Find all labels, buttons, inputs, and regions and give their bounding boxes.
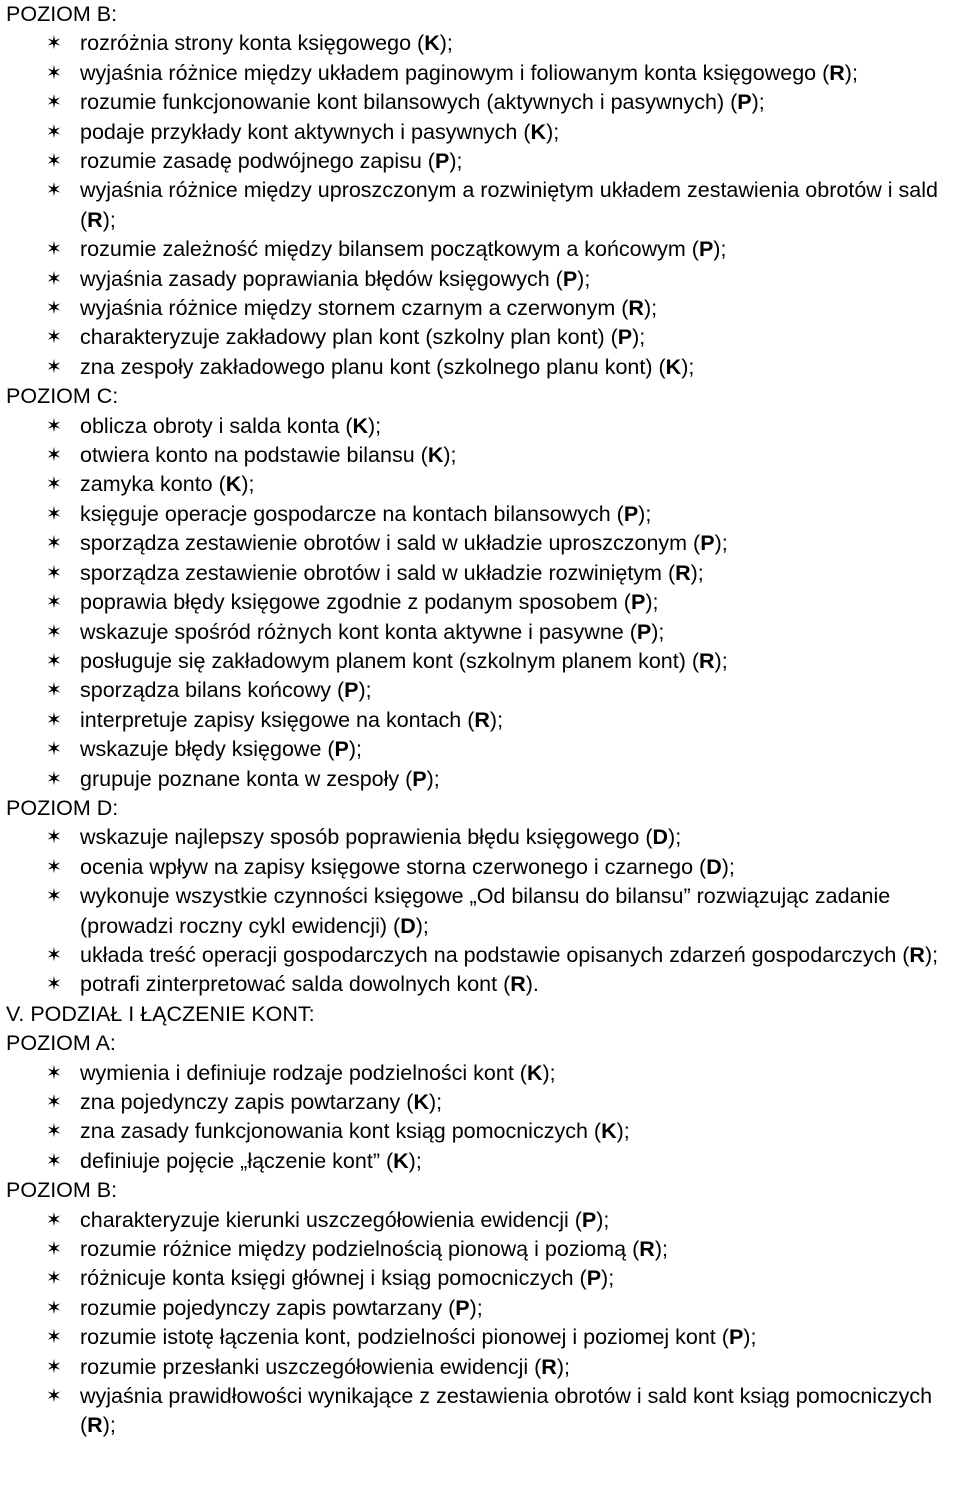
item-terminator: ); <box>546 119 560 144</box>
asterisk-bullet-icon: ✶ <box>46 1150 62 1172</box>
item-terminator: ); <box>542 1060 556 1085</box>
item-terminator: ); <box>714 648 728 673</box>
item-terminator: ); <box>489 707 504 732</box>
asterisk-bullet-icon: ✶ <box>46 709 62 731</box>
list-item <box>6 706 960 735</box>
item-description: wyjaśnia różnice między stornem czarnym a czerwonym <box>80 296 616 321</box>
item-description: podaje przykłady kont aktywnych i pasywnych <box>80 119 518 144</box>
list-item-text: otwiera konto na podstawie bilansu (K); <box>80 443 457 468</box>
list-item <box>6 882 960 941</box>
item-description: wyjaśnia zasady poprawiania błędów księgowych <box>80 266 550 291</box>
item-description: oblicza obroty i salda konta <box>80 413 340 438</box>
list-item-text: rozumie pojedynczy zapis powtarzany (P); <box>80 1295 483 1320</box>
item-description: rozumie istotę łączenia kont, podzielności pionowej i poziomej kont <box>80 1325 716 1350</box>
list-item <box>6 1353 960 1382</box>
asterisk-bullet-icon: ✶ <box>46 268 62 290</box>
list-item <box>6 235 960 264</box>
asterisk-bullet-icon: ✶ <box>46 974 62 996</box>
list-item-text: charakteryzuje kierunki uszczegółowienia ewidencji (P); <box>80 1207 610 1232</box>
level-code: P <box>334 737 349 762</box>
list-item <box>6 941 960 970</box>
list-item <box>6 88 960 117</box>
list-item <box>6 1235 960 1264</box>
asterisk-bullet-icon: ✶ <box>46 298 62 320</box>
item-terminator: ); <box>102 207 116 232</box>
item-terminator: ); <box>714 531 728 556</box>
list-item <box>6 1059 960 1088</box>
list-item <box>6 735 960 764</box>
list-item <box>6 470 960 499</box>
level-heading: POZIOM D: <box>6 795 119 820</box>
item-terminator: ); <box>924 942 939 967</box>
list-item-text: grupuje poznane konta w zespoły (P); <box>80 766 440 791</box>
item-description: wyjaśnia różnice między uproszczonym a rozwiniętym układem zestawienia obrotów i sald <box>80 178 938 203</box>
list-item-text: sporządza zestawienie obrotów i sald w układzie rozwiniętym (R); <box>80 560 704 585</box>
list-item <box>6 1088 960 1117</box>
list-item-text: rozumie różnice między podzielnością pionową i poziomą (R); <box>80 1236 668 1261</box>
item-terminator: ); <box>408 1148 422 1173</box>
item-terminator: ); <box>428 1089 443 1114</box>
asterisk-bullet-icon: ✶ <box>46 1121 62 1143</box>
asterisk-bullet-icon: ✶ <box>46 592 62 614</box>
item-description: ocenia wpływ na zapisy księgowe storna czerwonego i czarnego <box>80 854 694 879</box>
list-item <box>6 823 960 852</box>
level-heading: POZIOM B: <box>6 1178 118 1203</box>
item-terminator: ); <box>616 1119 630 1144</box>
item-terminator: ); <box>556 1354 570 1379</box>
item-terminator: ); <box>449 149 463 174</box>
item-description: rozumie zależność między bilansem początkowym a końcowym <box>80 237 686 262</box>
list-item-text: sporządza zestawienie obrotów i sald w układzie uproszczonym (P); <box>80 531 728 556</box>
list-item <box>6 559 960 588</box>
level-code: R <box>675 560 691 585</box>
list-item-text: sporządza bilans końcowy (P); <box>80 678 372 703</box>
list-item-text: rozumie zależność między bilansem początkowym a końcowym (P); <box>80 237 727 262</box>
asterisk-bullet-icon: ✶ <box>46 827 62 849</box>
list-item-text: księguje operacje gospodarcze na kontach bilansowych (P); <box>80 501 652 526</box>
level-code: K <box>665 354 682 379</box>
level-code: P <box>636 619 652 644</box>
item-description: wyjaśnia różnice między układem paginowym i foliowanym konta księgowego <box>80 60 817 85</box>
item-terminator: ); <box>577 266 591 291</box>
list-item <box>6 59 960 88</box>
asterisk-bullet-icon: ✶ <box>46 503 62 525</box>
item-terminator: ); <box>632 325 646 350</box>
level-code: P <box>630 590 646 615</box>
item-description: wymienia i definiuje rodzaje podzielności kont <box>80 1060 514 1085</box>
item-description: rozumie zasadę podwójnego zapisu <box>80 149 422 174</box>
item-terminator: ); <box>645 590 659 615</box>
level-code: P <box>617 325 633 350</box>
level-code: R <box>87 1413 103 1438</box>
asterisk-bullet-icon: ✶ <box>46 562 62 584</box>
item-terminator: ); <box>651 619 665 644</box>
level-code: P <box>412 766 427 791</box>
item-description: różnicuje konta księgi głównej i ksiąg pomocniczych <box>80 1266 574 1291</box>
list-item <box>6 176 960 235</box>
list-item-text: różnicuje konta księgi głównej i ksiąg pomocniczych (P); <box>80 1266 615 1291</box>
asterisk-bullet-icon: ✶ <box>46 239 62 261</box>
item-terminator: ); <box>415 913 429 938</box>
list-item <box>6 441 960 470</box>
level-code: P <box>698 237 714 262</box>
list-item <box>6 323 960 352</box>
level-code: K <box>393 1148 409 1173</box>
item-terminator: ); <box>426 766 440 791</box>
list-item-text: zna zespoły zakładowego planu kont (szkolnego planu kont) (K); <box>80 354 695 379</box>
item-description: otwiera konto na podstawie bilansu <box>80 443 415 468</box>
item-description: zna pojedynczy zapis powtarzany <box>80 1089 401 1114</box>
level-code: D <box>400 913 416 938</box>
item-description: zna zespoły zakładowego planu kont (szkolnego planu kont) <box>80 354 653 379</box>
item-description: wskazuje błędy księgowe <box>80 737 322 762</box>
list-item-text: interpretuje zapisy księgowe na kontach (R); <box>80 707 504 732</box>
list-item-text: wymienia i definiuje rodzaje podzielności kont (K); <box>80 1060 556 1085</box>
item-description: interpretuje zapisy księgowe na kontach <box>80 707 462 732</box>
list-item-text: wyjaśnia różnice między układem paginowym i foliowanym konta księgowego (R); <box>80 60 858 85</box>
level-code: D <box>652 825 669 850</box>
level-code: D <box>706 854 722 879</box>
list-item-text: rozumie zasadę podwójnego zapisu (P); <box>80 149 463 174</box>
asterisk-bullet-icon: ✶ <box>46 1297 62 1319</box>
asterisk-bullet-icon: ✶ <box>46 768 62 790</box>
item-description: rozumie różnice między podzielnością pionową i poziomą <box>80 1236 627 1261</box>
item-description: grupuje poznane konta w zespoły <box>80 766 400 791</box>
list-item <box>6 647 960 676</box>
asterisk-bullet-icon: ✶ <box>46 327 62 349</box>
level-code: P <box>586 1266 602 1291</box>
list-item-text: wskazuje spośród różnych kont konta aktywne i pasywne (P); <box>80 619 665 644</box>
item-description: układa treść operacji gospodarczych na podstawie opisanych zdarzeń gospodarczych <box>80 942 897 967</box>
level-code: P <box>728 1325 744 1350</box>
list-item-text: wskazuje najlepszy sposób poprawienia błędu księgowego (D); <box>80 825 682 850</box>
list-item <box>6 265 960 294</box>
item-terminator: ); <box>743 1325 757 1350</box>
list-item-text: zna pojedynczy zapis powtarzany (K); <box>80 1089 443 1114</box>
item-terminator: ); <box>596 1207 610 1232</box>
level-code: K <box>601 1119 617 1144</box>
item-terminator: ); <box>690 560 704 585</box>
asterisk-bullet-icon: ✶ <box>46 121 62 143</box>
list-item <box>6 676 960 705</box>
item-terminator: ); <box>368 413 382 438</box>
item-description: posługuje się zakładowym planem kont (szkolnym planem kont) <box>80 648 686 673</box>
list-item <box>6 1147 960 1176</box>
level-code: R <box>510 972 526 997</box>
item-terminator: ). <box>525 972 539 997</box>
asterisk-bullet-icon: ✶ <box>46 356 62 378</box>
level-code: R <box>87 207 103 232</box>
list-item-text: układa treść operacji gospodarczych na podstawie opisanych zdarzeń gospodarczych (R); <box>80 942 939 967</box>
level-code: P <box>434 149 450 174</box>
level-code: P <box>581 1207 597 1232</box>
level-code: P <box>700 531 715 556</box>
level-code: P <box>737 90 752 115</box>
list-item <box>6 294 960 323</box>
section-heading: V. PODZIAŁ I ŁĄCZENIE KONT: <box>6 1001 315 1026</box>
list-item-text: zna zasady funkcjonowania kont ksiąg pomocniczych (K); <box>80 1119 630 1144</box>
asterisk-bullet-icon: ✶ <box>46 1209 62 1231</box>
asterisk-bullet-icon: ✶ <box>46 1091 62 1113</box>
asterisk-bullet-icon: ✶ <box>46 1386 62 1407</box>
item-terminator: ); <box>721 854 735 879</box>
asterisk-bullet-icon: ✶ <box>46 856 62 878</box>
list-item <box>6 529 960 558</box>
level-code: R <box>628 296 644 321</box>
list-item-text: charakteryzuje zakładowy plan kont (szkolny plan kont) (P); <box>80 325 646 350</box>
item-terminator: ); <box>638 501 652 526</box>
item-terminator: ); <box>844 60 858 85</box>
item-terminator: ); <box>443 443 457 468</box>
list-item <box>6 353 960 382</box>
asterisk-bullet-icon: ✶ <box>46 92 62 114</box>
list-item-text: wyjaśnia różnice między uproszczonym a rozwiniętym układem zestawienia obrotów i sald (R); <box>80 178 938 232</box>
item-description: charakteryzuje zakładowy plan kont (szkolny plan kont) <box>80 325 605 350</box>
level-code: R <box>909 942 925 967</box>
list-item-text: wskazuje błędy księgowe (P); <box>80 737 363 762</box>
level-code: R <box>541 1354 557 1379</box>
level-heading: POZIOM B: <box>6 2 118 26</box>
level-code: K <box>526 1060 543 1085</box>
item-description: wskazuje najlepszy sposób poprawienia błędu księgowego <box>80 825 640 850</box>
list-item <box>6 500 960 529</box>
asterisk-bullet-icon: ✶ <box>46 62 62 84</box>
asterisk-bullet-icon: ✶ <box>46 739 62 761</box>
item-terminator: ); <box>102 1413 116 1438</box>
asterisk-bullet-icon: ✶ <box>46 1356 62 1378</box>
list-item <box>6 412 960 441</box>
item-description: poprawia błędy księgowe zgodnie z podanym sposobem <box>80 590 618 615</box>
asterisk-bullet-icon: ✶ <box>46 1238 62 1260</box>
list-item <box>6 1294 960 1323</box>
list-item-text: potrafi zinterpretować salda dowolnych kont (R). <box>80 972 539 997</box>
item-terminator: ); <box>601 1266 615 1291</box>
list-item-text: ocenia wpływ na zapisy księgowe storna czerwonego i czarnego (D); <box>80 854 735 879</box>
list-item-text: wyjaśnia różnice między stornem czarnym a czerwonym (R); <box>80 296 658 321</box>
item-description: wyjaśnia prawidłowości wynikające z zestawienia obrotów i sald kont ksiąg pomocniczych <box>80 1384 933 1408</box>
list-item <box>6 147 960 176</box>
item-description: księguje operacje gospodarcze na kontach bilansowych <box>80 501 611 526</box>
item-description: rozumie przesłanki uszczegółowienia ewidencji <box>80 1354 529 1379</box>
asterisk-bullet-icon: ✶ <box>46 180 62 202</box>
level-code: P <box>623 501 639 526</box>
item-description: sporządza bilans końcowy <box>80 678 331 703</box>
item-terminator: ); <box>643 296 658 321</box>
asterisk-bullet-icon: ✶ <box>46 944 62 966</box>
list-item-text: poprawia błędy księgowe zgodnie z podanym sposobem (P); <box>80 590 659 615</box>
list-item <box>6 765 960 794</box>
list-item <box>6 118 960 147</box>
item-description: wykonuje wszystkie czynności księgowe „Od bilansu do bilansu” rozwiązując zadanie (prowadzi roczny cykl ewidencji) <box>80 884 891 938</box>
list-item <box>6 588 960 617</box>
item-description: rozumie pojedynczy zapis powtarzany <box>80 1295 443 1320</box>
item-description: wskazuje spośród różnych kont konta aktywne i pasywne <box>80 619 624 644</box>
list-item-text: wyjaśnia prawidłowości wynikające z zestawienia obrotów i sald kont ksiąg pomocniczych (R); <box>80 1384 933 1438</box>
list-item-text: rozumie funkcjonowanie kont bilansowych (aktywnych i pasywnych) (P); <box>80 90 765 115</box>
item-description: rozróżnia strony konta księgowego <box>80 31 412 56</box>
level-code: R <box>829 60 845 85</box>
list-item-text: rozumie przesłanki uszczegółowienia ewidencji (R); <box>80 1354 570 1379</box>
item-terminator: ); <box>358 678 372 703</box>
level-code: R <box>639 1236 655 1261</box>
item-terminator: ); <box>668 825 682 850</box>
asterisk-bullet-icon: ✶ <box>46 886 62 908</box>
asterisk-bullet-icon: ✶ <box>46 445 62 467</box>
list-item <box>6 853 960 882</box>
item-description: potrafi zinterpretować salda dowolnych kont <box>80 972 498 997</box>
level-code: P <box>455 1295 470 1320</box>
item-terminator: ); <box>751 90 765 115</box>
item-terminator: ); <box>469 1295 483 1320</box>
list-item-text: definiuje pojęcie „łączenie kont” (K); <box>80 1148 422 1173</box>
level-code: K <box>427 443 444 468</box>
item-terminator: ); <box>681 354 695 379</box>
item-terminator: ); <box>654 1236 668 1261</box>
item-description: definiuje pojęcie „łączenie kont” <box>80 1148 380 1173</box>
asterisk-bullet-icon: ✶ <box>46 415 62 437</box>
item-description: zna zasady funkcjonowania kont ksiąg pomocniczych <box>80 1119 588 1144</box>
level-code: P <box>344 678 359 703</box>
list-item <box>6 1117 960 1146</box>
list-item-text: rozróżnia strony konta księgowego (K); <box>80 31 453 56</box>
item-terminator: ); <box>348 737 363 762</box>
asterisk-bullet-icon: ✶ <box>46 1062 62 1084</box>
list-item <box>6 970 960 999</box>
item-description: sporządza zestawienie obrotów i sald w układzie rozwiniętym <box>80 560 662 585</box>
level-code: R <box>699 648 715 673</box>
list-item-text: wyjaśnia zasady poprawiania błędów księgowych (P); <box>80 266 591 291</box>
item-terminator: ); <box>713 237 727 262</box>
asterisk-bullet-icon: ✶ <box>46 151 62 173</box>
asterisk-bullet-icon: ✶ <box>46 533 62 555</box>
asterisk-bullet-icon: ✶ <box>46 680 62 702</box>
list-item-text: rozumie istotę łączenia kont, podzielności pionowej i poziomej kont (P); <box>80 1325 757 1350</box>
item-description: sporządza zestawienie obrotów i sald w układzie uproszczonym <box>80 531 688 556</box>
asterisk-bullet-icon: ✶ <box>46 621 62 643</box>
asterisk-bullet-icon: ✶ <box>46 33 62 55</box>
level-code: K <box>225 472 242 497</box>
list-item <box>6 29 960 58</box>
list-item <box>6 618 960 647</box>
item-description: rozumie funkcjonowanie kont bilansowych (aktywnych i pasywnych) <box>80 90 725 115</box>
level-heading: POZIOM C: <box>6 384 119 409</box>
list-item <box>6 1206 960 1235</box>
list-item <box>6 1264 960 1293</box>
list-item-text: podaje przykłady kont aktywnych i pasywnych (K); <box>80 119 560 144</box>
list-item <box>6 1382 960 1441</box>
level-code: K <box>424 31 440 56</box>
list-item-text: zamyka konto (K); <box>80 472 255 497</box>
level-code: K <box>530 119 547 144</box>
list-item-text: oblicza obroty i salda konta (K); <box>80 413 382 438</box>
level-code: P <box>562 266 578 291</box>
asterisk-bullet-icon: ✶ <box>46 474 62 496</box>
asterisk-bullet-icon: ✶ <box>46 1268 62 1290</box>
asterisk-bullet-icon: ✶ <box>46 1327 62 1349</box>
item-description: zamyka konto <box>80 472 213 497</box>
level-code: K <box>413 1089 429 1114</box>
level-code: K <box>352 413 369 438</box>
item-terminator: ); <box>241 472 255 497</box>
list-item-text: posługuje się zakładowym planem kont (szkolnym planem kont) (R); <box>80 648 728 673</box>
list-item <box>6 1323 960 1352</box>
item-terminator: ); <box>439 31 453 56</box>
list-item-text: wykonuje wszystkie czynności księgowe „Od bilansu do bilansu” rozwiązując zadanie (prowadzi roczny cykl ewidencji) (D); <box>80 884 891 938</box>
level-code: R <box>474 707 490 732</box>
level-heading: POZIOM A: <box>6 1031 116 1056</box>
asterisk-bullet-icon: ✶ <box>46 650 62 672</box>
item-description: charakteryzuje kierunki uszczegółowienia ewidencji <box>80 1207 569 1232</box>
